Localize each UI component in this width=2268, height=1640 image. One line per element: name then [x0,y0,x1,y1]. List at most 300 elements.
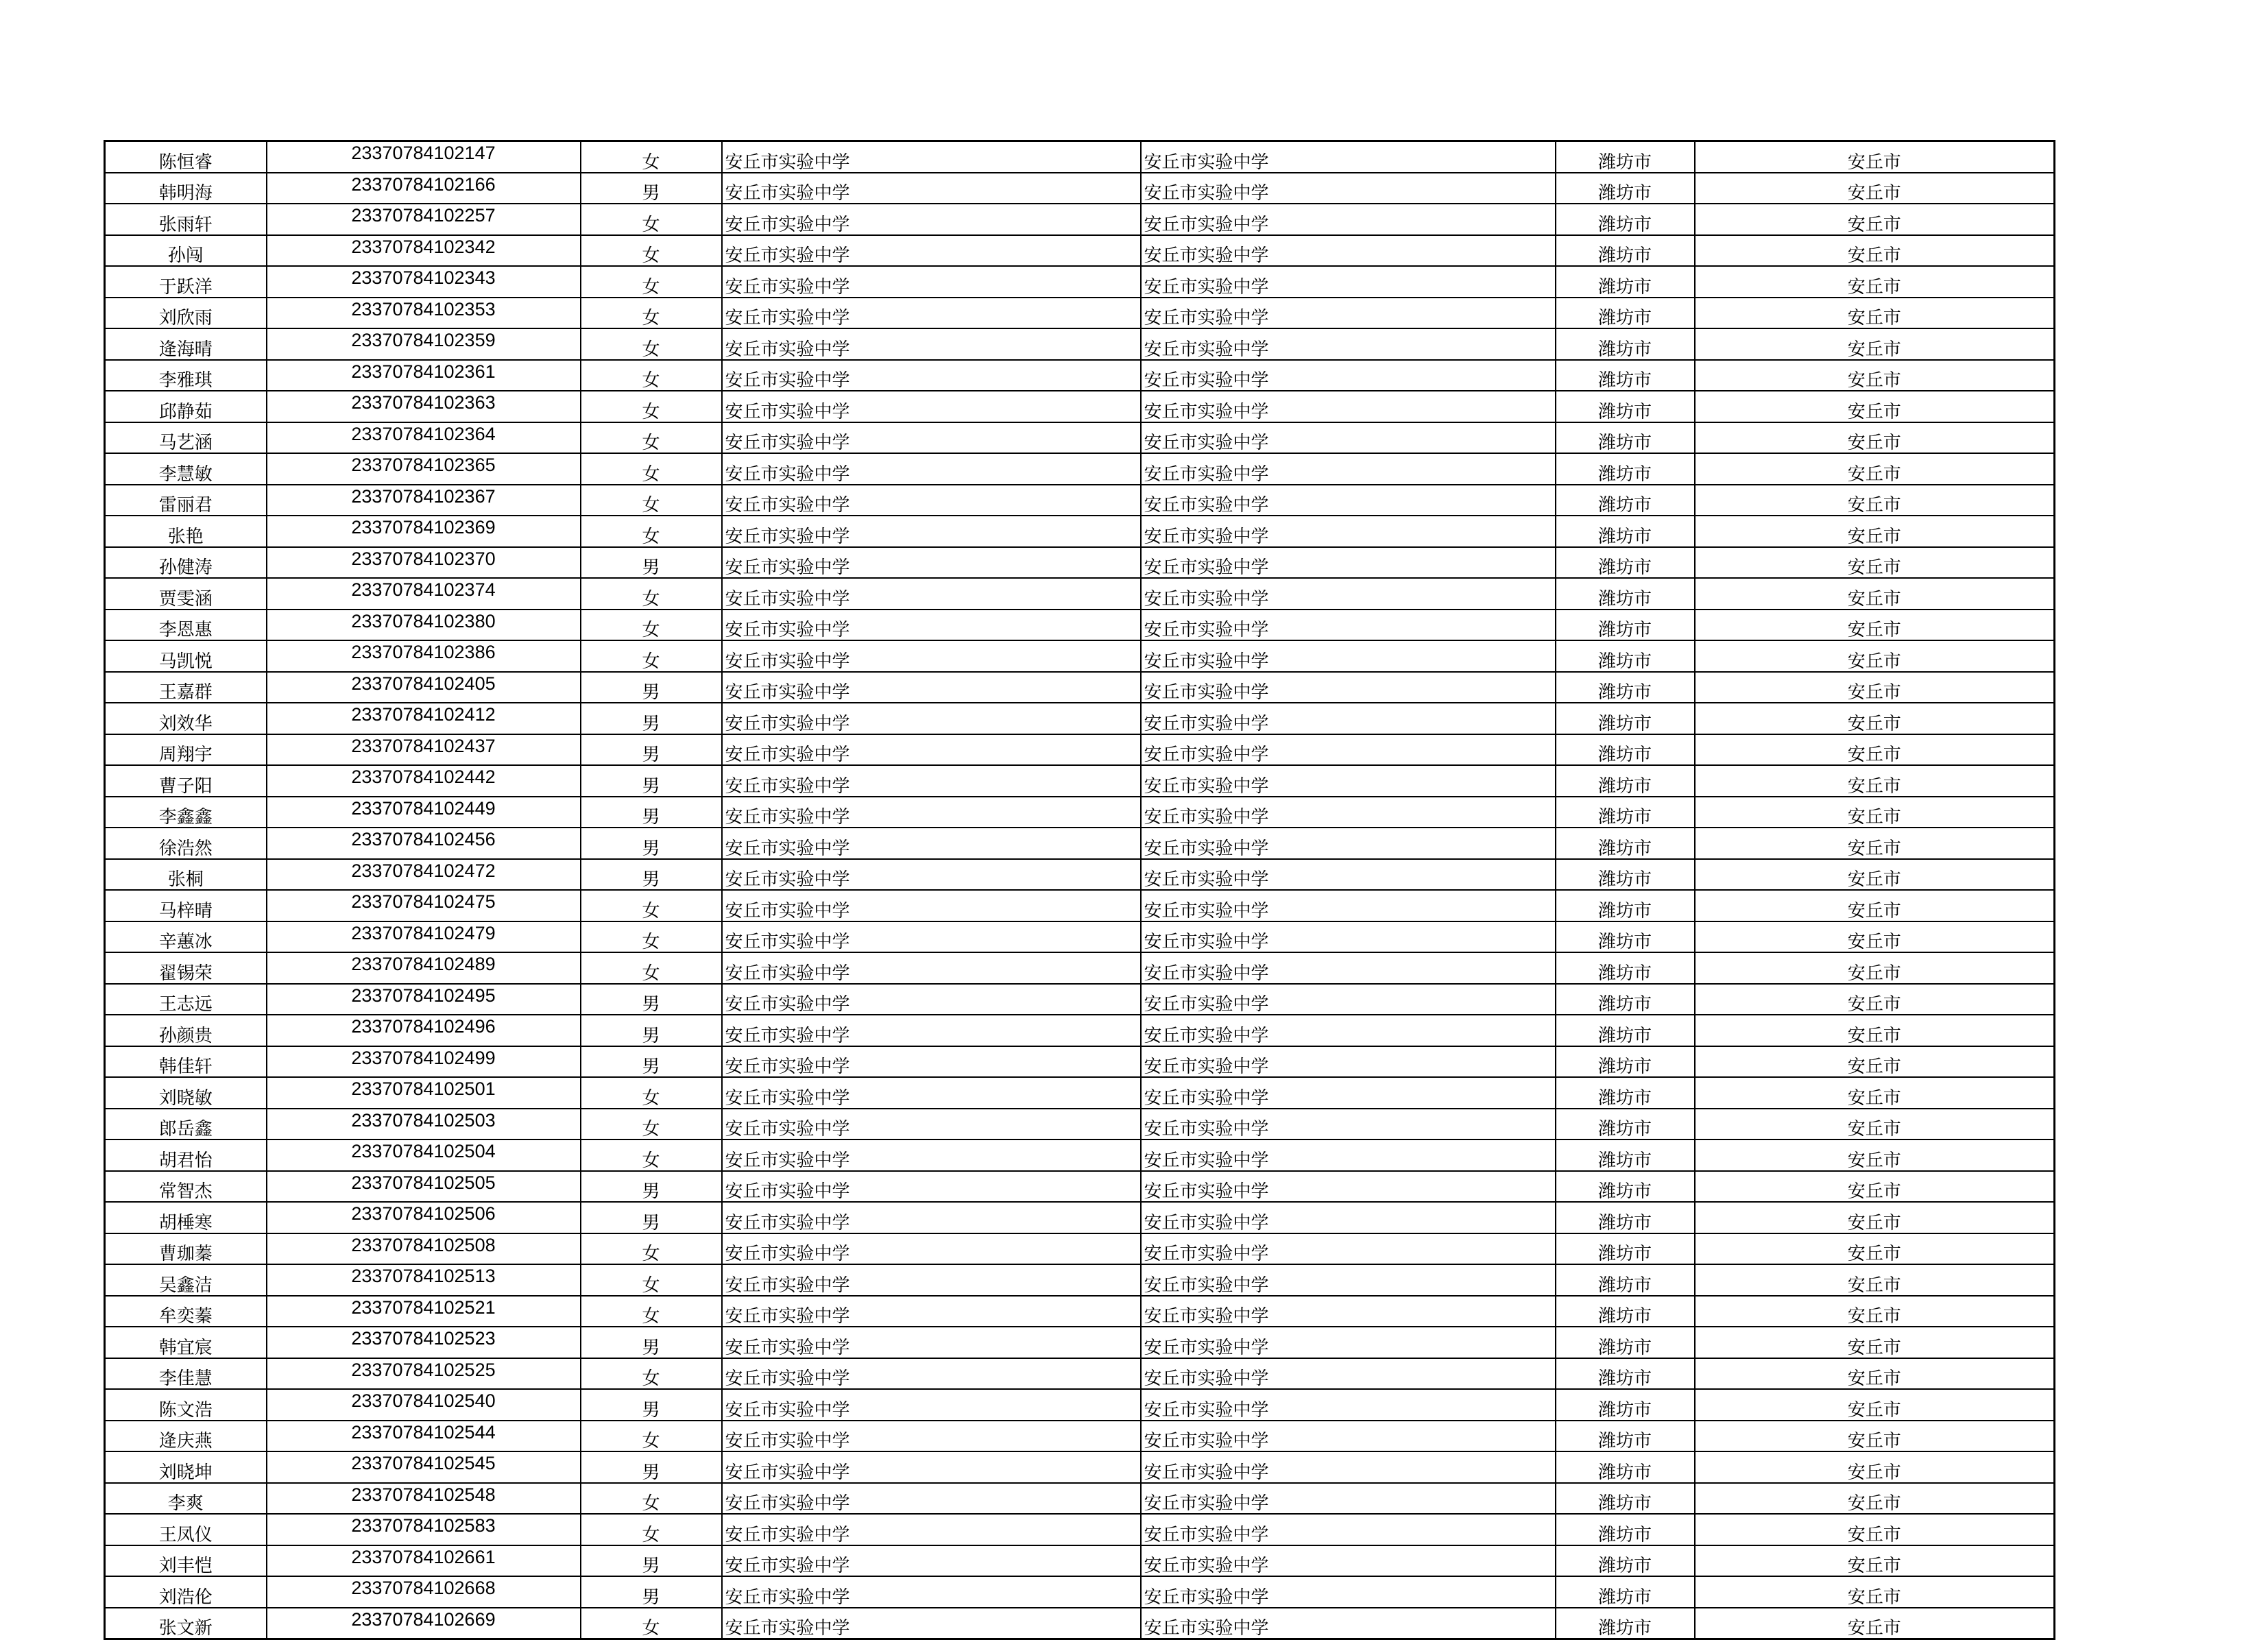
city-cell: 潍坊市 [1556,453,1695,485]
student-name-cell: 曹子阳 [105,765,267,797]
student-name-cell: 张桐 [105,859,267,891]
exam-number-cell: 23370784102521 [267,1296,581,1327]
admitted-school-cell: 安丘市实验中学 [1141,952,1556,984]
admitted-school-cell: 安丘市实验中学 [1141,1421,1556,1452]
exam-number-cell: 23370784102365 [267,453,581,485]
admitted-school-cell: 安丘市实验中学 [1141,298,1556,329]
county-cell: 安丘市 [1695,1015,2055,1046]
city-cell: 潍坊市 [1556,640,1695,672]
exam-number-cell: 23370784102147 [267,141,581,173]
city-cell: 潍坊市 [1556,859,1695,891]
admitted-school-cell: 安丘市实验中学 [1141,859,1556,891]
table-row [105,1139,2055,1171]
table-row [105,640,2055,672]
student-name-cell: 王凤仪 [105,1514,267,1545]
county-cell: 安丘市 [1695,1421,2055,1452]
roster-body [105,141,2055,1639]
admitted-school-cell: 安丘市实验中学 [1141,672,1556,703]
county-cell: 安丘市 [1695,204,2055,235]
admitted-school-cell: 安丘市实验中学 [1141,1046,1556,1078]
school-cell: 安丘市实验中学 [722,1545,1141,1577]
gender-cell: 女 [581,141,722,173]
table-row [105,204,2055,235]
table-row [105,890,2055,921]
admitted-school-cell: 安丘市实验中学 [1141,516,1556,547]
student-name-cell: 徐浩然 [105,828,267,859]
county-cell: 安丘市 [1695,360,2055,391]
student-name-cell: 张文新 [105,1608,267,1639]
exam-number-cell: 23370784102506 [267,1202,581,1233]
county-cell: 安丘市 [1695,1139,2055,1171]
exam-number-cell: 23370784102456 [267,828,581,859]
school-cell: 安丘市实验中学 [722,235,1141,267]
county-cell: 安丘市 [1695,610,2055,641]
county-cell: 安丘市 [1695,1202,2055,1233]
gender-cell: 男 [581,703,722,734]
city-cell: 潍坊市 [1556,235,1695,267]
city-cell: 潍坊市 [1556,391,1695,422]
table-row [105,1015,2055,1046]
gender-cell: 男 [581,1046,722,1078]
school-cell: 安丘市实验中学 [722,1483,1141,1515]
admitted-school-cell: 安丘市实验中学 [1141,610,1556,641]
exam-number-cell: 23370784102489 [267,952,581,984]
admitted-school-cell: 安丘市实验中学 [1141,547,1556,579]
table-row [105,859,2055,891]
school-cell: 安丘市实验中学 [722,1171,1141,1203]
school-cell: 安丘市实验中学 [722,1296,1141,1327]
gender-cell: 女 [581,1296,722,1327]
city-cell: 潍坊市 [1556,952,1695,984]
exam-number-cell: 23370784102525 [267,1358,581,1390]
student-name-cell: 常智杰 [105,1171,267,1203]
county-cell: 安丘市 [1695,1296,2055,1327]
school-cell: 安丘市实验中学 [722,672,1141,703]
gender-cell: 女 [581,1608,722,1639]
admitted-school-cell: 安丘市实验中学 [1141,328,1556,360]
admitted-school-cell: 安丘市实验中学 [1141,578,1556,610]
county-cell: 安丘市 [1695,1109,2055,1140]
county-cell: 安丘市 [1695,797,2055,828]
county-cell: 安丘市 [1695,1046,2055,1078]
student-name-cell: 张艳 [105,516,267,547]
admitted-school-cell: 安丘市实验中学 [1141,1296,1556,1327]
city-cell: 潍坊市 [1556,1421,1695,1452]
admitted-school-cell: 安丘市实验中学 [1141,1545,1556,1577]
city-cell: 潍坊市 [1556,1139,1695,1171]
student-roster-table [104,140,2055,1640]
county-cell: 安丘市 [1695,453,2055,485]
exam-number-cell: 23370784102380 [267,610,581,641]
table-row [105,610,2055,641]
exam-number-cell: 23370784102495 [267,984,581,1015]
school-cell: 安丘市实验中学 [722,453,1141,485]
exam-number-cell: 23370784102540 [267,1389,581,1421]
school-cell: 安丘市实验中学 [722,328,1141,360]
city-cell: 潍坊市 [1556,734,1695,766]
city-cell: 潍坊市 [1556,921,1695,953]
gender-cell: 男 [581,1576,722,1608]
exam-number-cell: 23370784102661 [267,1545,581,1577]
student-name-cell: 孙闯 [105,235,267,267]
table-row [105,1451,2055,1483]
table-row [105,921,2055,953]
city-cell: 潍坊市 [1556,1483,1695,1515]
admitted-school-cell: 安丘市实验中学 [1141,765,1556,797]
county-cell: 安丘市 [1695,734,2055,766]
city-cell: 潍坊市 [1556,1358,1695,1390]
admitted-school-cell: 安丘市实验中学 [1141,797,1556,828]
student-name-cell: 于跃洋 [105,266,267,298]
admitted-school-cell: 安丘市实验中学 [1141,1077,1556,1109]
student-name-cell: 郎岳鑫 [105,1109,267,1140]
school-cell: 安丘市实验中学 [722,1202,1141,1233]
admitted-school-cell: 安丘市实验中学 [1141,703,1556,734]
city-cell: 潍坊市 [1556,672,1695,703]
table-row [105,672,2055,703]
table-row [105,360,2055,391]
exam-number-cell: 23370784102437 [267,734,581,766]
exam-number-cell: 23370784102501 [267,1077,581,1109]
table-row [105,1109,2055,1140]
county-cell: 安丘市 [1695,547,2055,579]
admitted-school-cell: 安丘市实验中学 [1141,1483,1556,1515]
city-cell: 潍坊市 [1556,1545,1695,1577]
city-cell: 潍坊市 [1556,765,1695,797]
admitted-school-cell: 安丘市实验中学 [1141,984,1556,1015]
student-name-cell: 刘欣雨 [105,298,267,329]
table-row [105,391,2055,422]
exam-number-cell: 23370784102508 [267,1233,581,1265]
county-cell: 安丘市 [1695,266,2055,298]
gender-cell: 女 [581,360,722,391]
city-cell: 潍坊市 [1556,610,1695,641]
admitted-school-cell: 安丘市实验中学 [1141,453,1556,485]
table-row [105,298,2055,329]
table-row [105,1202,2055,1233]
county-cell: 安丘市 [1695,298,2055,329]
gender-cell: 女 [581,266,722,298]
exam-number-cell: 23370784102442 [267,765,581,797]
admitted-school-cell: 安丘市实验中学 [1141,266,1556,298]
admitted-school-cell: 安丘市实验中学 [1141,1171,1556,1203]
county-cell: 安丘市 [1695,391,2055,422]
student-name-cell: 陈文浩 [105,1389,267,1421]
table-row [105,173,2055,204]
student-name-cell: 邱静茹 [105,391,267,422]
admitted-school-cell: 安丘市实验中学 [1141,1389,1556,1421]
student-name-cell: 韩宜宸 [105,1327,267,1358]
table-row [105,1545,2055,1577]
gender-cell: 女 [581,1139,722,1171]
table-row [105,1046,2055,1078]
table-row [105,266,2055,298]
table-row [105,1171,2055,1203]
school-cell: 安丘市实验中学 [722,1358,1141,1390]
school-cell: 安丘市实验中学 [722,173,1141,204]
table-row [105,141,2055,173]
student-name-cell: 陈恒睿 [105,141,267,173]
student-name-cell: 刘丰恺 [105,1545,267,1577]
gender-cell: 女 [581,1077,722,1109]
school-cell: 安丘市实验中学 [722,1514,1141,1545]
county-cell: 安丘市 [1695,578,2055,610]
admitted-school-cell: 安丘市实验中学 [1141,204,1556,235]
county-cell: 安丘市 [1695,640,2055,672]
city-cell: 潍坊市 [1556,1514,1695,1545]
table-row [105,516,2055,547]
gender-cell: 女 [581,1421,722,1452]
student-name-cell: 马艺涵 [105,422,267,454]
gender-cell: 女 [581,485,722,516]
student-name-cell: 韩佳轩 [105,1046,267,1078]
county-cell: 安丘市 [1695,1576,2055,1608]
student-name-cell: 刘晓坤 [105,1451,267,1483]
student-name-cell: 孙颜贵 [105,1015,267,1046]
student-name-cell: 胡君怡 [105,1139,267,1171]
gender-cell: 男 [581,1327,722,1358]
admitted-school-cell: 安丘市实验中学 [1141,391,1556,422]
school-cell: 安丘市实验中学 [722,1451,1141,1483]
gender-cell: 女 [581,453,722,485]
admitted-school-cell: 安丘市实验中学 [1141,1576,1556,1608]
table-row [105,797,2055,828]
student-name-cell: 马梓晴 [105,890,267,921]
table-row [105,328,2055,360]
student-name-cell: 吴鑫洁 [105,1264,267,1296]
county-cell: 安丘市 [1695,1233,2055,1265]
school-cell: 安丘市实验中学 [722,640,1141,672]
admitted-school-cell: 安丘市实验中学 [1141,890,1556,921]
city-cell: 潍坊市 [1556,1109,1695,1140]
admitted-school-cell: 安丘市实验中学 [1141,360,1556,391]
gender-cell: 女 [581,516,722,547]
school-cell: 安丘市实验中学 [722,422,1141,454]
admitted-school-cell: 安丘市实验中学 [1141,1139,1556,1171]
exam-number-cell: 23370784102668 [267,1576,581,1608]
city-cell: 潍坊市 [1556,1576,1695,1608]
gender-cell: 男 [581,1202,722,1233]
student-name-cell: 李佳慧 [105,1358,267,1390]
exam-number-cell: 23370784102353 [267,298,581,329]
city-cell: 潍坊市 [1556,1327,1695,1358]
admitted-school-cell: 安丘市实验中学 [1141,1015,1556,1046]
table-row [105,1358,2055,1390]
student-name-cell: 胡棰寒 [105,1202,267,1233]
county-cell: 安丘市 [1695,890,2055,921]
exam-number-cell: 23370784102496 [267,1015,581,1046]
gender-cell: 男 [581,1451,722,1483]
student-name-cell: 周翔宇 [105,734,267,766]
admitted-school-cell: 安丘市实验中学 [1141,422,1556,454]
admitted-school-cell: 安丘市实验中学 [1141,1514,1556,1545]
city-cell: 潍坊市 [1556,1015,1695,1046]
table-row [105,235,2055,267]
admitted-school-cell: 安丘市实验中学 [1141,640,1556,672]
gender-cell: 男 [581,734,722,766]
student-name-cell: 李雅琪 [105,360,267,391]
school-cell: 安丘市实验中学 [722,1421,1141,1452]
county-cell: 安丘市 [1695,952,2055,984]
city-cell: 潍坊市 [1556,1451,1695,1483]
gender-cell: 男 [581,547,722,579]
city-cell: 潍坊市 [1556,890,1695,921]
city-cell: 潍坊市 [1556,298,1695,329]
table-row [105,1296,2055,1327]
gender-cell: 女 [581,1233,722,1265]
school-cell: 安丘市实验中学 [722,1109,1141,1140]
school-cell: 安丘市实验中学 [722,485,1141,516]
school-cell: 安丘市实验中学 [722,391,1141,422]
exam-number-cell: 23370784102412 [267,703,581,734]
school-cell: 安丘市实验中学 [722,1576,1141,1608]
student-name-cell: 李恩惠 [105,610,267,641]
county-cell: 安丘市 [1695,235,2055,267]
exam-number-cell: 23370784102449 [267,797,581,828]
admitted-school-cell: 安丘市实验中学 [1141,921,1556,953]
admitted-school-cell: 安丘市实验中学 [1141,1451,1556,1483]
admitted-school-cell: 安丘市实验中学 [1141,1264,1556,1296]
table-row [105,828,2055,859]
city-cell: 潍坊市 [1556,1608,1695,1639]
exam-number-cell: 23370784102166 [267,173,581,204]
school-cell: 安丘市实验中学 [722,1233,1141,1265]
county-cell: 安丘市 [1695,1389,2055,1421]
student-name-cell: 刘效华 [105,703,267,734]
school-cell: 安丘市实验中学 [722,298,1141,329]
student-name-cell: 雷丽君 [105,485,267,516]
school-cell: 安丘市实验中学 [722,360,1141,391]
table-row [105,1264,2055,1296]
school-cell: 安丘市实验中学 [722,1046,1141,1078]
gender-cell: 男 [581,859,722,891]
gender-cell: 女 [581,298,722,329]
gender-cell: 女 [581,328,722,360]
student-name-cell: 李慧敏 [105,453,267,485]
exam-number-cell: 23370784102359 [267,328,581,360]
gender-cell: 男 [581,1171,722,1203]
school-cell: 安丘市实验中学 [722,547,1141,579]
county-cell: 安丘市 [1695,328,2055,360]
county-cell: 安丘市 [1695,1358,2055,1390]
student-name-cell: 王志远 [105,984,267,1015]
student-name-cell: 辛蕙冰 [105,921,267,953]
exam-number-cell: 23370784102367 [267,485,581,516]
admitted-school-cell: 安丘市实验中学 [1141,1202,1556,1233]
city-cell: 潍坊市 [1556,422,1695,454]
gender-cell: 女 [581,1109,722,1140]
exam-number-cell: 23370784102499 [267,1046,581,1078]
exam-number-cell: 23370784102363 [267,391,581,422]
city-cell: 潍坊市 [1556,1171,1695,1203]
admitted-school-cell: 安丘市实验中学 [1141,141,1556,173]
exam-number-cell: 23370784102342 [267,235,581,267]
county-cell: 安丘市 [1695,984,2055,1015]
gender-cell: 女 [581,578,722,610]
student-name-cell: 逄海晴 [105,328,267,360]
exam-number-cell: 23370784102370 [267,547,581,579]
county-cell: 安丘市 [1695,422,2055,454]
school-cell: 安丘市实验中学 [722,797,1141,828]
county-cell: 安丘市 [1695,173,2055,204]
school-cell: 安丘市实验中学 [722,1608,1141,1639]
exam-number-cell: 23370784102523 [267,1327,581,1358]
city-cell: 潍坊市 [1556,173,1695,204]
table-row [105,485,2055,516]
admitted-school-cell: 安丘市实验中学 [1141,1358,1556,1390]
exam-number-cell: 23370784102544 [267,1421,581,1452]
gender-cell: 男 [581,173,722,204]
student-name-cell: 韩明海 [105,173,267,204]
admitted-school-cell: 安丘市实验中学 [1141,235,1556,267]
student-name-cell: 刘浩伦 [105,1576,267,1608]
table-row [105,1233,2055,1265]
county-cell: 安丘市 [1695,703,2055,734]
exam-number-cell: 23370784102503 [267,1109,581,1140]
school-cell: 安丘市实验中学 [722,266,1141,298]
student-name-cell: 贾雯涵 [105,578,267,610]
gender-cell: 女 [581,204,722,235]
county-cell: 安丘市 [1695,1171,2055,1203]
county-cell: 安丘市 [1695,921,2055,953]
admitted-school-cell: 安丘市实验中学 [1141,1109,1556,1140]
table-row [105,1077,2055,1109]
county-cell: 安丘市 [1695,1608,2055,1639]
city-cell: 潍坊市 [1556,1389,1695,1421]
school-cell: 安丘市实验中学 [722,204,1141,235]
school-cell: 安丘市实验中学 [722,1015,1141,1046]
school-cell: 安丘市实验中学 [722,610,1141,641]
city-cell: 潍坊市 [1556,547,1695,579]
gender-cell: 男 [581,1015,722,1046]
school-cell: 安丘市实验中学 [722,141,1141,173]
school-cell: 安丘市实验中学 [722,703,1141,734]
city-cell: 潍坊市 [1556,1264,1695,1296]
gender-cell: 女 [581,1483,722,1515]
school-cell: 安丘市实验中学 [722,516,1141,547]
student-name-cell: 张雨轩 [105,204,267,235]
city-cell: 潍坊市 [1556,266,1695,298]
exam-number-cell: 23370784102669 [267,1608,581,1639]
gender-cell: 女 [581,921,722,953]
gender-cell: 女 [581,235,722,267]
gender-cell: 女 [581,952,722,984]
exam-number-cell: 23370784102545 [267,1451,581,1483]
gender-cell: 男 [581,765,722,797]
table-row [105,1327,2055,1358]
exam-number-cell: 23370784102343 [267,266,581,298]
school-cell: 安丘市实验中学 [722,859,1141,891]
city-cell: 潍坊市 [1556,360,1695,391]
table-row [105,1608,2055,1639]
exam-number-cell: 23370784102257 [267,204,581,235]
county-cell: 安丘市 [1695,1483,2055,1515]
city-cell: 潍坊市 [1556,516,1695,547]
city-cell: 潍坊市 [1556,984,1695,1015]
county-cell: 安丘市 [1695,141,2055,173]
school-cell: 安丘市实验中学 [722,828,1141,859]
school-cell: 安丘市实验中学 [722,1139,1141,1171]
exam-number-cell: 23370784102405 [267,672,581,703]
table-row [105,1514,2055,1545]
gender-cell: 男 [581,1389,722,1421]
exam-number-cell: 23370784102504 [267,1139,581,1171]
gender-cell: 男 [581,984,722,1015]
gender-cell: 女 [581,1264,722,1296]
table-row [105,453,2055,485]
admitted-school-cell: 安丘市实验中学 [1141,1608,1556,1639]
student-name-cell: 逄庆燕 [105,1421,267,1452]
